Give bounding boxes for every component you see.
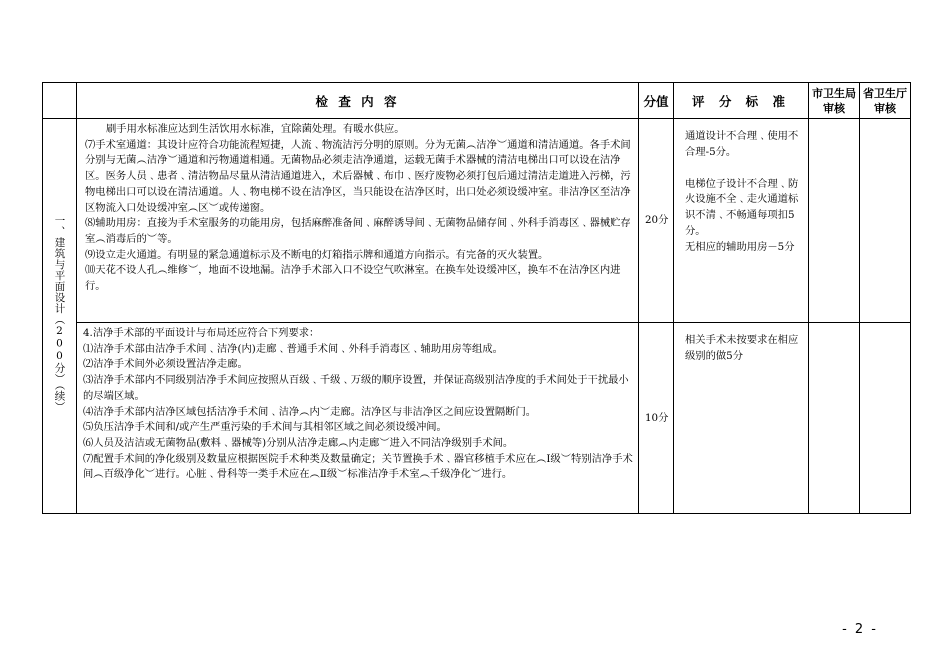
header-province-review: 省卫生厅审核 xyxy=(860,83,911,119)
row1-province-review xyxy=(860,119,911,323)
category-cell xyxy=(43,119,77,514)
row2-line: ⑺配置手术间的净化级别及数量应根据医院手术种类及数量确定；关节置换手术﹑器官移植手术应在︵Ⅰ级︶特别洁净手术间︵百级净化︶进行。心脏﹑骨科等一类手术应在︵Ⅱ级︶标准洁净手术室︵千级净化︶进行。 xyxy=(83,452,633,481)
row2-line: 4.洁净手术部的平面设计与布局还应符合下列要求： xyxy=(83,327,320,339)
row2-city-review xyxy=(809,323,860,514)
inspection-table xyxy=(42,82,911,514)
row1-standard-line: 通道设计不合理﹑使用不合理-5分。 xyxy=(685,130,799,158)
table-header-row xyxy=(43,83,911,119)
row1-standard-line: 电梯位子设计不合理﹑防火设施不全﹑走火通道标识不清﹑不畅通每项扣5分。 xyxy=(685,177,799,237)
row2-line: ⑶洁净手术部内不同级别洁净手术间应按照从百级﹑千级﹑万级的顺序设置，并保证高级别洁净度的手术间处于干扰最小的尽端区域。 xyxy=(83,374,629,402)
header-check-content: 检 查 内 容 xyxy=(77,83,639,119)
header-score: 分值 xyxy=(639,83,674,119)
row1-content xyxy=(77,119,639,323)
header-category-cell xyxy=(43,83,77,119)
row2-line: ⑹人员及洁洁或无菌物品(敷料﹑器械等)分别从洁净走廊︵内走廊︶进入不同洁净级别手术间。 xyxy=(83,436,514,449)
row1-line: ⑻辅助用房：直接为手术室服务的功能用房，包括麻醉准备间﹑麻醉诱导间﹑无菌物品储存间﹑外科手消毒区﹑器械贮存室︵消毒后的︶等。 xyxy=(85,217,631,245)
row2-line: ⑵洁净手术间外必须设置洁净走廊。 xyxy=(83,358,248,371)
page-number: - 2 - xyxy=(842,622,878,637)
row1-line: ⑽天花不设人孔︵维修︶，地面不设地漏。洁净手术部入口不设空气吹淋室。在换车处设缓冲区，换车不在洁净区内进行。 xyxy=(85,264,621,293)
row1-city-review xyxy=(809,119,860,323)
row1-line: 刷手用水标准应达到生活饮用水标准，宜除菌处理。有暖水供应。 xyxy=(106,123,405,135)
row2-line: ⑸负压洁净手术间和/或产生严重污染的手术间与其相邻区域之间必须设缓冲间。 xyxy=(83,421,447,434)
row2-standard xyxy=(674,323,809,514)
header-standard: 评 分 标 准 xyxy=(674,83,809,119)
table-row xyxy=(43,323,911,514)
row1-standard xyxy=(674,119,809,323)
row2-score: 10分 xyxy=(639,323,674,514)
header-city-review: 市卫生局审核 xyxy=(809,83,860,119)
row1-standard-line: 无相应的辅助用房－5分 xyxy=(685,240,795,253)
row2-line: ⑷洁净手术部内洁净区域包括洁净手术间﹑洁净︵内︶走廊。洁净区与非洁净区之间应设置隔断门。 xyxy=(83,405,537,418)
row1-line: ⑺手术室通道：其设计应符合功能流程短捷，人流﹑物流洁污分明的原则。分为无菌︵洁净︶通道和清洁通道。各手术间分别与无菌︵洁净︶通道和污物通道相通。无菌物品必须走洁净通道，运载无菌手术器械的清洁电梯出口可以设在洁净区。医务人员﹑患者﹑清洁物品尽量从清洁通道进入，术后器械﹑布巾﹑医疗废物必须打包后通过清洁走道进入污梯，污物电梯出口可以设在清洁通道。人﹑物电梯不设在洁净区，当只能设在洁净区时，出口处必须设缓冲室。非洁净区至洁净区物流入口处设缓冲室︵区︶或传递窗。 xyxy=(85,138,631,214)
row2-province-review xyxy=(860,323,911,514)
row1-line: ⑼设立走火通道。有明显的紧急通道标示及不断电的灯箱指示牌和通道方向指示。有完备的灭火装置。 xyxy=(85,248,549,261)
row2-line: ⑴洁净手术部由洁净手术间﹑洁净(内)走廊﹑普通手术间﹑外科手消毒区﹑辅助用房等组成。 xyxy=(83,342,503,355)
row1-score: 20分 xyxy=(639,119,674,323)
table-row xyxy=(43,119,911,323)
category-label: 一、建筑与平面设计（200分）（续） xyxy=(53,215,66,413)
row2-standard-line: 相关手术未按要求在相应级别的做5分 xyxy=(685,334,799,362)
row2-content xyxy=(77,323,639,514)
